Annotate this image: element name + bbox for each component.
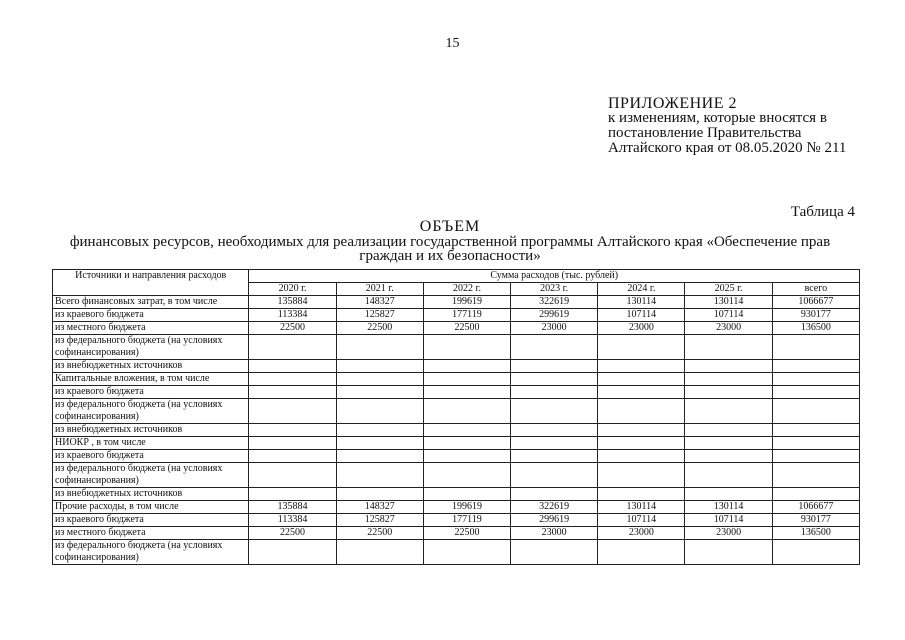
- value-cell: [423, 463, 510, 488]
- value-cell: 135884: [249, 501, 336, 514]
- value-cell: [598, 373, 685, 386]
- value-cell: [423, 437, 510, 450]
- value-cell: 22500: [249, 527, 336, 540]
- row-label: из федерального бюджета (на условиях софинансирования): [53, 463, 249, 488]
- value-cell: [598, 360, 685, 373]
- value-cell: [772, 386, 859, 399]
- page-number: 15: [445, 36, 460, 51]
- year-header: 2025 г.: [685, 283, 772, 296]
- value-cell: [336, 386, 423, 399]
- value-cell: [685, 335, 772, 360]
- value-cell: [685, 437, 772, 450]
- row-label: из местного бюджета: [53, 527, 249, 540]
- value-cell: 23000: [511, 527, 598, 540]
- value-cell: 136500: [772, 527, 859, 540]
- value-cell: [249, 463, 336, 488]
- value-cell: 148327: [336, 501, 423, 514]
- value-cell: [685, 360, 772, 373]
- row-label: из краевого бюджета: [53, 309, 249, 322]
- appendix-line: Алтайского края от 08.05.2020 № 211: [608, 140, 847, 156]
- value-cell: [511, 373, 598, 386]
- value-cell: [423, 335, 510, 360]
- value-cell: [511, 386, 598, 399]
- row-label: из краевого бюджета: [53, 450, 249, 463]
- value-cell: 930177: [772, 514, 859, 527]
- value-cell: 299619: [511, 309, 598, 322]
- value-cell: 1066677: [772, 296, 859, 309]
- table-row: [53, 360, 860, 373]
- value-cell: [423, 424, 510, 437]
- table-row: [53, 296, 860, 309]
- value-cell: 322619: [511, 501, 598, 514]
- value-cell: 22500: [336, 322, 423, 335]
- value-cell: [685, 424, 772, 437]
- value-cell: [772, 540, 859, 565]
- value-cell: 299619: [511, 514, 598, 527]
- table-row: [53, 335, 860, 360]
- value-cell: [598, 540, 685, 565]
- value-cell: 135884: [249, 296, 336, 309]
- value-cell: [772, 488, 859, 501]
- table-row: [53, 437, 860, 450]
- value-cell: 23000: [685, 527, 772, 540]
- value-cell: 113384: [249, 309, 336, 322]
- value-cell: [336, 399, 423, 424]
- table-row: [53, 527, 860, 540]
- value-cell: [336, 437, 423, 450]
- value-cell: [511, 399, 598, 424]
- row-label: из федерального бюджета (на условиях софинансирования): [53, 399, 249, 424]
- value-cell: 125827: [336, 309, 423, 322]
- value-cell: [598, 437, 685, 450]
- value-cell: [772, 373, 859, 386]
- table-row: [53, 373, 860, 386]
- document-heading: [40, 218, 860, 263]
- value-cell: [423, 450, 510, 463]
- value-cell: 130114: [598, 501, 685, 514]
- row-label: из внебюджетных источников: [53, 488, 249, 501]
- table-row: [53, 501, 860, 514]
- value-cell: 23000: [598, 322, 685, 335]
- year-header: 2021 г.: [336, 283, 423, 296]
- value-cell: 107114: [685, 309, 772, 322]
- value-cell: [598, 399, 685, 424]
- value-cell: 113384: [249, 514, 336, 527]
- table-row: [53, 424, 860, 437]
- value-cell: [423, 399, 510, 424]
- value-cell: [511, 540, 598, 565]
- value-cell: [772, 335, 859, 360]
- value-cell: [423, 386, 510, 399]
- value-cell: [511, 335, 598, 360]
- value-cell: 322619: [511, 296, 598, 309]
- year-header: всего: [772, 283, 859, 296]
- value-cell: [249, 450, 336, 463]
- value-cell: [772, 437, 859, 450]
- table-label: Таблица 4: [790, 204, 855, 220]
- table-body: [53, 296, 860, 565]
- value-cell: [249, 488, 336, 501]
- value-cell: 930177: [772, 309, 859, 322]
- value-cell: [423, 360, 510, 373]
- value-cell: 23000: [598, 527, 685, 540]
- value-cell: [511, 488, 598, 501]
- value-cell: [336, 488, 423, 501]
- value-cell: 22500: [423, 527, 510, 540]
- value-cell: [772, 360, 859, 373]
- value-cell: [336, 450, 423, 463]
- value-cell: [336, 335, 423, 360]
- table-row: [53, 463, 860, 488]
- appendix-title: ПРИЛОЖЕНИЕ 2: [608, 95, 738, 112]
- value-cell: [598, 424, 685, 437]
- value-cell: [685, 399, 772, 424]
- year-header: 2023 г.: [511, 283, 598, 296]
- value-cell: 22500: [249, 322, 336, 335]
- value-cell: [598, 386, 685, 399]
- value-cell: 130114: [685, 501, 772, 514]
- value-cell: [772, 424, 859, 437]
- value-cell: [336, 424, 423, 437]
- value-cell: [685, 488, 772, 501]
- value-cell: [511, 437, 598, 450]
- value-cell: [772, 463, 859, 488]
- value-cell: 125827: [336, 514, 423, 527]
- value-cell: [249, 360, 336, 373]
- value-cell: [685, 450, 772, 463]
- row-label: Капитальные вложения, в том числе: [53, 373, 249, 386]
- table-row: [53, 540, 860, 565]
- table-row: [53, 309, 860, 322]
- value-cell: [423, 540, 510, 565]
- row-label: Всего финансовых затрат, в том числе: [53, 296, 249, 309]
- value-cell: 130114: [685, 296, 772, 309]
- value-cell: 199619: [423, 296, 510, 309]
- value-cell: 199619: [423, 501, 510, 514]
- value-cell: [336, 463, 423, 488]
- value-cell: [598, 450, 685, 463]
- row-label: из местного бюджета: [53, 322, 249, 335]
- value-cell: [598, 463, 685, 488]
- value-cell: 22500: [423, 322, 510, 335]
- value-cell: [336, 360, 423, 373]
- value-cell: [598, 335, 685, 360]
- value-cell: 107114: [598, 309, 685, 322]
- table-row: [53, 450, 860, 463]
- heading-line: финансовых ресурсов, необходимых для реализации государственной программы Алтайского края «Обеспечение прав: [69, 234, 831, 250]
- value-cell: [249, 335, 336, 360]
- year-header: 2024 г.: [598, 283, 685, 296]
- value-cell: 1066677: [772, 501, 859, 514]
- value-cell: 130114: [598, 296, 685, 309]
- row-label: из краевого бюджета: [53, 514, 249, 527]
- value-cell: [772, 399, 859, 424]
- value-cell: [423, 488, 510, 501]
- table-row: [53, 514, 860, 527]
- value-cell: 23000: [685, 322, 772, 335]
- value-cell: 177119: [423, 514, 510, 527]
- value-cell: [511, 360, 598, 373]
- value-cell: 22500: [336, 527, 423, 540]
- value-cell: 23000: [511, 322, 598, 335]
- value-cell: [423, 373, 510, 386]
- table-row: [53, 322, 860, 335]
- value-cell: [685, 463, 772, 488]
- value-cell: 107114: [685, 514, 772, 527]
- heading-line: граждан и их безопасности»: [359, 248, 541, 264]
- value-cell: [249, 424, 336, 437]
- appendix-block: [608, 96, 846, 156]
- row-label: НИОКР , в том числе: [53, 437, 249, 450]
- table-row: [53, 399, 860, 424]
- value-cell: [336, 540, 423, 565]
- year-header: 2020 г.: [249, 283, 336, 296]
- year-header: 2022 г.: [423, 283, 510, 296]
- row-label: из внебюджетных источников: [53, 424, 249, 437]
- value-cell: [249, 386, 336, 399]
- value-cell: [336, 373, 423, 386]
- value-cell: 177119: [423, 309, 510, 322]
- value-cell: [511, 450, 598, 463]
- row-label: из краевого бюджета: [53, 386, 249, 399]
- value-cell: 107114: [598, 514, 685, 527]
- value-cell: 136500: [772, 322, 859, 335]
- value-cell: [511, 424, 598, 437]
- appendix-line: постановление Правительства: [608, 125, 802, 141]
- row-label: из федерального бюджета (на условиях софинансирования): [53, 335, 249, 360]
- header-sources: Источники и направления расходов: [53, 270, 249, 296]
- financing-table: [52, 269, 860, 565]
- heading-title: ОБЪЕМ: [419, 218, 481, 235]
- table-row: [53, 386, 860, 399]
- value-cell: 148327: [336, 296, 423, 309]
- value-cell: [772, 450, 859, 463]
- table-row: [53, 488, 860, 501]
- row-label: Прочие расходы, в том числе: [53, 501, 249, 514]
- value-cell: [598, 488, 685, 501]
- value-cell: [685, 386, 772, 399]
- row-label: из федерального бюджета (на условиях софинансирования): [53, 540, 249, 565]
- value-cell: [249, 399, 336, 424]
- value-cell: [249, 540, 336, 565]
- value-cell: [511, 463, 598, 488]
- value-cell: [249, 437, 336, 450]
- value-cell: [685, 540, 772, 565]
- row-label: из внебюджетных источников: [53, 360, 249, 373]
- appendix-line: к изменениям, которые вносятся в: [608, 110, 827, 126]
- value-cell: [685, 373, 772, 386]
- value-cell: [249, 373, 336, 386]
- header-sum: Сумма расходов (тыс. рублей): [249, 270, 860, 283]
